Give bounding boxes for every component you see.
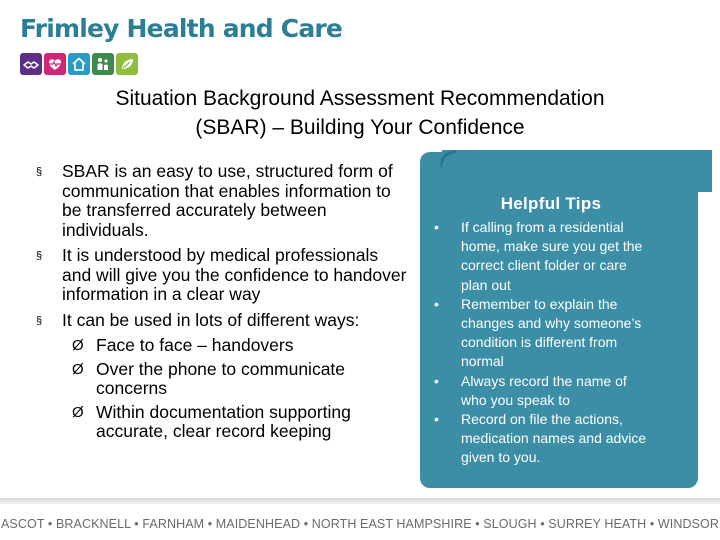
dot-bullet-marker: • bbox=[434, 411, 439, 428]
sub-bullet-item bbox=[36, 336, 412, 356]
sub-bullet-text: Face to face – handovers bbox=[96, 335, 294, 355]
tip-text: Always record the name of who you speak to bbox=[461, 372, 627, 408]
scroll-curl-icon bbox=[440, 150, 472, 194]
slide-title bbox=[0, 84, 720, 142]
tip-text: Record on file the actions, medication names and advice given to you. bbox=[461, 411, 647, 466]
square-bullet-marker: § bbox=[36, 314, 43, 327]
arrow-bullet-marker: Ø bbox=[72, 403, 84, 421]
bullet-text: SBAR is an easy to use, structured form of communication that enables information to be transferred accurately between individuals. bbox=[62, 161, 393, 240]
sub-bullet-item bbox=[36, 360, 412, 399]
square-bullet-marker: § bbox=[36, 166, 43, 178]
tip-item bbox=[434, 410, 656, 468]
main-bullet-list bbox=[36, 162, 412, 446]
title-line-1: Situation Background Assessment Recommendation bbox=[115, 87, 605, 110]
helpful-tips-list bbox=[434, 218, 656, 468]
footer-locations: ASCOT • BRACKNELL • FARNHAM • MAIDENHEAD • NORTH EAST HAMPSHIRE • SLOUGH • SURREY HEATH • WINDSOR bbox=[1, 517, 719, 531]
sub-bullet-text: Within documentation supporting accurate, clear record keeping bbox=[96, 401, 351, 441]
handshake-icon bbox=[20, 53, 42, 75]
arrow-bullet-marker: Ø bbox=[72, 337, 84, 354]
square-bullet-marker: § bbox=[36, 250, 43, 262]
footer-divider bbox=[0, 498, 720, 504]
home-icon bbox=[68, 53, 90, 75]
dot-bullet-marker: • bbox=[434, 372, 439, 389]
heart-pulse-icon bbox=[44, 53, 66, 75]
people-leaf-icon bbox=[116, 53, 138, 75]
dot-bullet-marker: • bbox=[434, 219, 439, 235]
bullet-text: It is understood by medical professionals and will give you the confidence to handover information in a clear way bbox=[62, 245, 407, 304]
dot-bullet-marker: • bbox=[434, 295, 439, 312]
tip-text: Remember to explain the changes and why someone’s condition is different from normal bbox=[461, 295, 642, 370]
sub-bullet-text: Over the phone to communicate concerns bbox=[96, 358, 346, 398]
sub-bullet-item bbox=[36, 403, 412, 442]
brand-icon-strip bbox=[20, 53, 138, 75]
tip-item bbox=[434, 372, 656, 410]
tip-item bbox=[434, 295, 656, 372]
bullet-item bbox=[36, 246, 412, 305]
title-line-2: (SBAR) – Building Your Confidence bbox=[195, 116, 525, 139]
family-icon bbox=[92, 53, 114, 75]
helpful-tips-title: Helpful Tips bbox=[500, 194, 602, 213]
bullet-text: It can be used in lots of different ways: bbox=[62, 309, 360, 330]
arrow-bullet-marker: Ø bbox=[72, 360, 84, 378]
tip-text: If calling from a residential home, make sure you get the correct client folder or care plan out bbox=[461, 219, 643, 293]
tip-item bbox=[434, 218, 656, 295]
bullet-item bbox=[36, 311, 412, 331]
helpful-tips-scroll-header bbox=[442, 150, 712, 192]
brand-logo-text: Frimley Health and Care bbox=[20, 14, 343, 43]
bullet-item bbox=[36, 162, 412, 240]
